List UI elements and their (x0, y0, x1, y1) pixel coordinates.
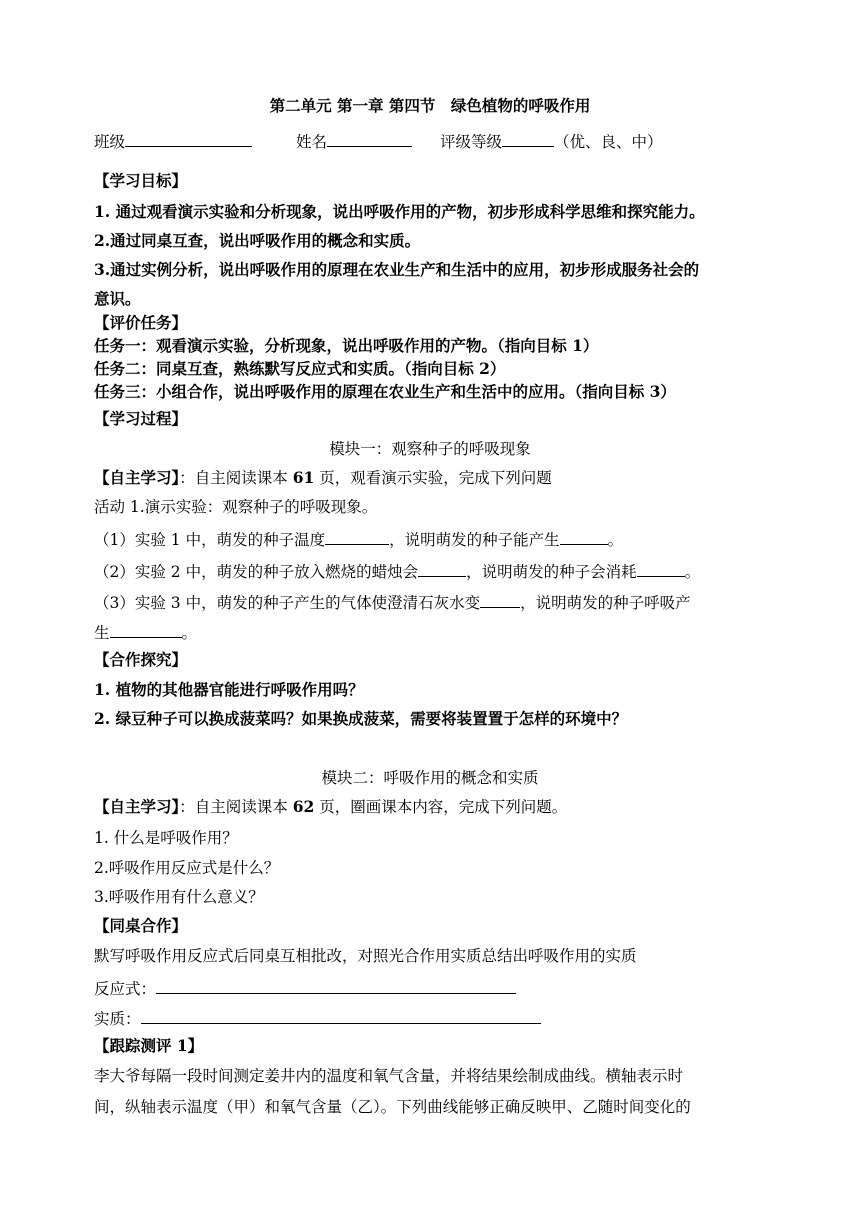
question-2: （2）实验 2 中，萌发的种子放入燃烧的蜡烛会 ，说明萌发的种子会消耗 。 (94, 560, 700, 582)
track-text-line-2: 间，纵轴表示温度（甲）和氧气含量（乙）。下列曲线能够正确反映甲、乙随时间变化的 (94, 1098, 691, 1116)
blank-5[interactable] (480, 591, 520, 608)
goal-2: 2.通过同桌互查，说出呼吸作用的概念和实质。 (94, 231, 421, 250)
essence-row: 实质： (94, 1007, 541, 1029)
goal-3-line-1: 3.通过实例分析，说出呼吸作用的原理在农业生产和生活中的应用，初步形成服务社会的 (94, 260, 700, 279)
tasks-heading: 【评价任务】 (94, 313, 188, 332)
blank-2[interactable] (560, 528, 608, 545)
activity-1: 活动 1.演示实验：观察种子的呼吸现象。 (94, 498, 378, 516)
module-2-question-3: 3.呼吸作用有什么意义？ (94, 888, 264, 906)
question-1: （1）实验 1 中，萌发的种子温度 ，说明萌发的种子能产生 。 (94, 528, 623, 550)
blank-1[interactable] (325, 528, 389, 545)
name-blank[interactable] (327, 130, 412, 147)
class-blank[interactable] (125, 130, 252, 147)
module-2-question-2: 2.呼吸作用反应式是什么？ (94, 859, 280, 877)
track-text-line-1: 李大爷每隔一段时间测定姜井内的温度和氧气含量，并将结果绘制成曲线。横轴表示时 (94, 1067, 684, 1085)
task-2: 任务二：同桌互查，熟练默写反应式和实质。（指向目标 2） (94, 359, 506, 378)
pair-heading: 【同桌合作】 (94, 916, 188, 935)
task-1: 任务一：观看演示实验，分析现象，说出呼吸作用的产物。（指向目标 1） (94, 336, 599, 355)
goal-1: 1. 通过观看演示实验和分析现象，说出呼吸作用的产物，初步形成科学思维和探究能力。 (94, 202, 705, 221)
question-3-line-1: （3）实验 3 中，萌发的种子产生的气体使澄清石灰水变 ，说明萌发的种子呼吸产 (94, 591, 691, 613)
track-heading: 【跟踪测评 1】 (94, 1036, 204, 1055)
module-2-title: 模块二：呼吸作用的概念和实质 (321, 769, 539, 787)
goal-3-line-2: 意识。 (94, 289, 141, 308)
class-label: 班级 (94, 133, 126, 151)
cooperative-question-2: 2. 绿豆种子可以换成菠菜吗？如果换成菠菜，需要将装置置于怎样的环境中？ (94, 709, 628, 728)
essence-blank[interactable] (141, 1007, 541, 1024)
pair-instruction: 默写呼吸作用反应式后同桌互相批改，对照光合作用实质总结出呼吸作用的实质 (94, 947, 637, 965)
module-2-self-study: 【自主学习】：自主阅读课本 62 页，圈画课本内容，完成下列问题。 (94, 797, 568, 816)
page-title: 第二单元 第一章 第四节 绿色植物的呼吸作用 (269, 96, 591, 115)
cooperative-question-1: 1. 植物的其他器官能进行呼吸作用吗？ (94, 680, 364, 699)
process-heading: 【学习过程】 (94, 409, 188, 428)
grade-blank[interactable] (502, 130, 554, 147)
name-label: 姓名 (296, 133, 328, 151)
module-2-question-1: 1. 什么是呼吸作用？ (94, 829, 238, 847)
grade-label: 评级等级 (440, 133, 503, 151)
goals-heading: 【学习目标】 (94, 171, 188, 190)
formula-row: 反应式： (94, 977, 516, 999)
student-info-row (94, 130, 663, 152)
formula-blank[interactable] (156, 977, 516, 994)
cooperative-heading: 【合作探究】 (94, 650, 188, 669)
module-1-self-study: 【自主学习】：自主阅读课本 61 页，观看演示实验，完成下列问题 (94, 468, 552, 487)
blank-4[interactable] (637, 560, 685, 577)
blank-3[interactable] (418, 560, 466, 577)
module-1-title: 模块一：观察种子的呼吸现象 (329, 440, 531, 458)
task-3: 任务三：小组合作，说出呼吸作用的原理在农业生产和生活中的应用。（指向目标 3） (94, 382, 676, 401)
question-3-line-2: 生 。 (94, 621, 197, 643)
blank-6[interactable] (110, 621, 182, 638)
grade-options: （优、良、中） (554, 133, 663, 151)
